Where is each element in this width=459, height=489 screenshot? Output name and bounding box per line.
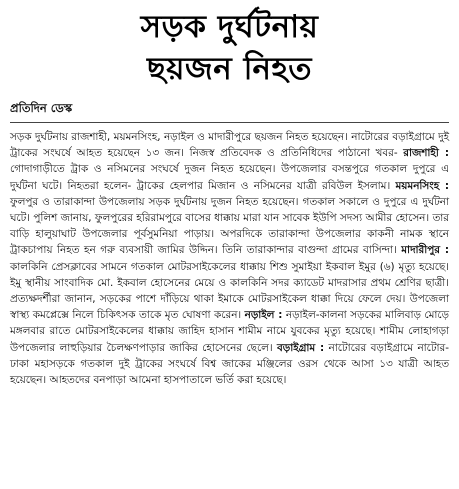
headline-line-1: সড়ক দুর্ঘটনায় bbox=[140, 9, 319, 45]
dateline-mymensingh: ময়মনসিংহ : bbox=[395, 179, 449, 192]
article-paragraph bbox=[10, 129, 449, 388]
dateline-madaripur: মাদারীপুর : bbox=[401, 244, 450, 257]
report-mymensingh: ফুলপুর ও তারাকান্দা উপজেলায় সড়ক দুর্ঘটনায় দুজন নিহত হয়েছেন। গতকাল সকালে ও দুপুরে এ দুর্ঘটনা ঘটে। পুলিশ জানায়, ফুলপুরের হরিরামপুরে বাসের ধাক্কায় মারা যান সাবেক ইউপি সদস্য আমীর হোসেন। তার বাড়ি হালুয়াঘাট উপজেলার পূর্বসুমনিয়া পাড়ায়। অপরদিকে তারাকান্দা উপজেলার কাকনী নামক স্থানে ট্রাকচাপায় নিহত হন গরু ব্যবসায়ী জামির উদ্দিন। তিনি তারাকান্দার বাগুন্দা গ্রামের বাসিন্দা। bbox=[10, 195, 449, 257]
report-rajshahi: গোদাগাড়ীতে ট্রাক ও নসিমনের সংঘর্ষে দুজন নিহত হয়েছেন। উপজেলার বসন্তপুরে গতকাল দুপুরে এ দুর্ঘটনা ঘটে। নিহতরা হলেন- ট্রাকের হেলপার মিজান ও নসিমনের যাত্রী রবিউল ইসলাম। bbox=[10, 163, 449, 192]
report-boraigram: নাটোরের বড়াইগ্রামে নাটোর-ঢাকা মহাসড়কে গতকাল দুই ট্রাকের সংঘর্ষে বিশ্ব জাকের মঞ্জিলের ওরস থেকে আসা ১৩ যাত্রী আহত হয়েছেন। আহতদের বনপাড়া আমেনা হাসপাতালে ভর্তি করা হয়েছে। bbox=[10, 341, 449, 387]
headline-line-2: ছয়জন নিহত bbox=[147, 51, 312, 87]
byline: প্রতিদিন ডেস্ক bbox=[10, 101, 73, 115]
article-body bbox=[10, 129, 449, 388]
dateline-boraigram: বড়াইগ্রাম : bbox=[277, 341, 325, 354]
dateline-narail: নড়াইল : bbox=[244, 309, 283, 322]
report-narail: নড়াইল-কালনা সড়কের মালিবাড় মোড়ে মঙ্গলবার রাতে মোটরসাইকেলের ধাক্কায় জাহিদ হাসান শামীম নামে যুবকের মৃত্যু হয়েছে। শামীম লোহাগড়া উপজেলার লাহুড়িয়ার চৈলক্ষণপাড়ার জাকির হোসেনের ছেলে। bbox=[10, 309, 449, 354]
article-intro: সড়ক দুর্ঘটনায় রাজশাহী, ময়মনসিংহ, নড়াইল ও মাদারীপুরে ছয়জন নিহত হয়েছেন। নাটোরের বড়াইগ্রামে দুই ট্রাকের সংঘর্ষে আহত হয়েছেন ১৩ জন। নিজস্ব প্রতিবেদক ও প্রতিনিধিদের পাঠানো খবর- bbox=[10, 131, 449, 160]
dateline-rajshahi: রাজশাহী : bbox=[403, 147, 449, 160]
report-madaripur: কালকিনি প্রেসক্লাবের সামনে গতকাল মোটরসাইকেলের ধাক্কায় শিশু সুমাইয়া ইকবাল ইমুর (৬) মৃত্যু হয়েছে। ইমু স্থানীয় সাংবাদিক মো. ইকবাল হোসেনের মেয়ে ও কালকিনি সদর ক্যাডেট মাদরাসার প্রথম শ্রেণির ছাত্রী। প্রত্যক্ষদর্শীরা জানান, সড়কের পাশে দাঁড়িয়ে থাকা ইমাকে মোটরসাইকেল ধাক্কা দিয়ে ফেলে দেয়। উপজেলা স্বাস্থ্য কমপ্লেক্সে নিলে চিকিৎসক তাকে মৃত ঘোষণা করেন। bbox=[10, 260, 449, 322]
headline bbox=[10, 6, 449, 90]
byline-divider bbox=[10, 122, 449, 123]
